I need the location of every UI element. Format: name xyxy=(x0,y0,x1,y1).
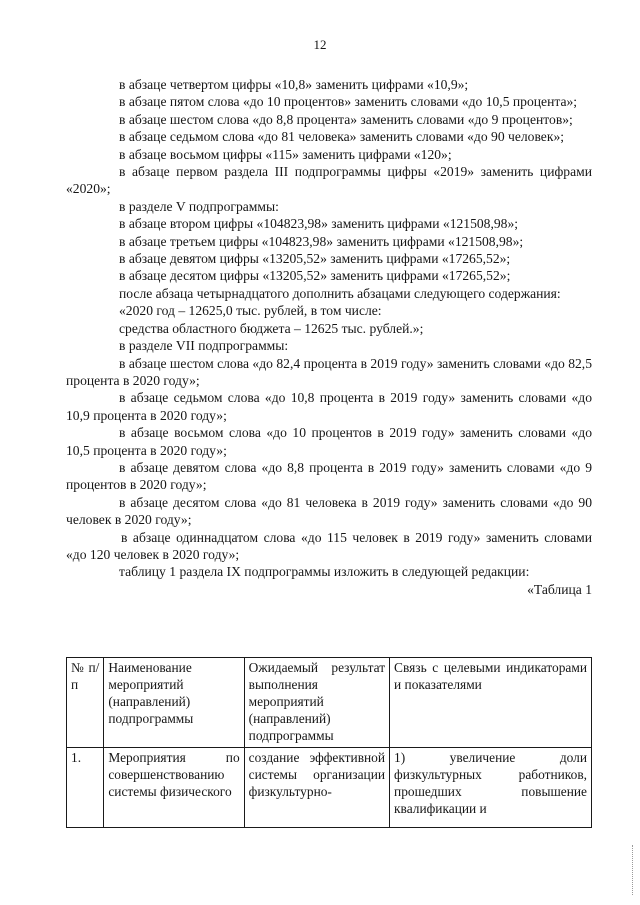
document-body xyxy=(66,76,592,598)
page-number: 12 xyxy=(313,37,327,52)
paragraph: средства областного бюджета – 12625 тыс. рублей.»; xyxy=(119,320,424,336)
cell-indicators: 1) увеличение доли физкультурных работников, прошедших повышение квалификации и xyxy=(390,748,592,828)
cell-name: Мероприятия по совершенствованию системы физического xyxy=(104,748,244,828)
table-caption: «Таблица 1 xyxy=(527,581,592,597)
paragraph: в абзаце шестом слова «до 82,4 процента в 2019 году» заменить словами «до 82,5 процента в 2020 году»; xyxy=(66,355,592,388)
header-cell-number: № п/п xyxy=(67,658,104,748)
paragraph: в абзаце шестом слова «до 8,8 процента» заменить словами «до 9 процентов»; xyxy=(119,111,573,127)
paragraph: после абзаца четырнадцатого дополнить абзацами следующего содержания: xyxy=(119,285,561,301)
header-cell-name: Наименование мероприятий (направлений) подпрограммы xyxy=(104,658,244,748)
paragraph: в абзаце десятом слова «до 81 человека в 2019 году» заменить словами «до 90 человек в 2020 году»; xyxy=(66,494,592,528)
cell-number: 1. xyxy=(67,748,104,828)
paragraph: «2020 год – 12625,0 тыс. рублей, в том числе: xyxy=(119,303,382,319)
scan-artifact xyxy=(632,845,635,895)
paragraph: в разделе VII подпрограммы: xyxy=(119,338,289,354)
paragraph: в абзаце девятом слова «до 8,8 процента в 2019 году» заменить словами «до 9 процентов в 2020 году»; xyxy=(66,459,592,493)
table-row xyxy=(67,748,592,828)
header-cell-result: Ожидаемый результат выполнения мероприятий (направлений) подпрограммы xyxy=(244,658,389,748)
paragraph: в абзаце первом раздела III подпрограммы цифры «2019» заменить цифрами «2020»; xyxy=(66,164,592,197)
paragraph: в абзаце втором цифры «104823,98» заменить цифрами «121508,98»; xyxy=(119,216,519,232)
paragraph: в абзаце одиннадцатом слова «до 115 человек в 2019 году» заменить словами «до 120 человек в 2020 году»; xyxy=(66,529,592,562)
cell-result: создание эффективной системы организации физкультурно- xyxy=(244,748,389,828)
paragraph: в абзаце восьмом слова «до 10 процентов в 2019 году» заменить словами «до 10,5 процента в 2020 году»; xyxy=(66,425,592,458)
table-header-row xyxy=(67,658,592,748)
paragraph: в разделе V подпрограммы: xyxy=(119,198,279,214)
paragraph: в абзаце восьмом цифры «115» заменить цифрами «120»; xyxy=(119,146,452,162)
paragraph: в абзаце пятом слова «до 10 процентов» заменить словами «до 10,5 процента»; xyxy=(119,94,578,110)
measures-table xyxy=(66,657,592,828)
paragraph: таблицу 1 раздела IX подпрограммы изложить в следующей редакции: xyxy=(119,564,530,580)
paragraph: в абзаце девятом цифры «13205,52» заменить цифрами «17265,52»; xyxy=(119,251,511,267)
paragraph: в абзаце седьмом слова «до 10,8 процента в 2019 году» заменить словами «до 10,9 процента в 2020 году»; xyxy=(66,390,592,423)
paragraph: в абзаце седьмом слова «до 81 человека» заменить словами «до 90 человек»; xyxy=(119,129,565,145)
paragraph: в абзаце третьем цифры «104823,98» заменить цифрами «121508,98»; xyxy=(119,233,524,249)
paragraph: в абзаце четвертом цифры «10,8» заменить цифрами «10,9»; xyxy=(119,77,469,92)
header-cell-indicators: Связь с целевыми индикаторами и показателями xyxy=(390,658,592,748)
paragraph: в абзаце десятом цифры «13205,52» заменить цифрами «17265,52»; xyxy=(119,268,511,284)
